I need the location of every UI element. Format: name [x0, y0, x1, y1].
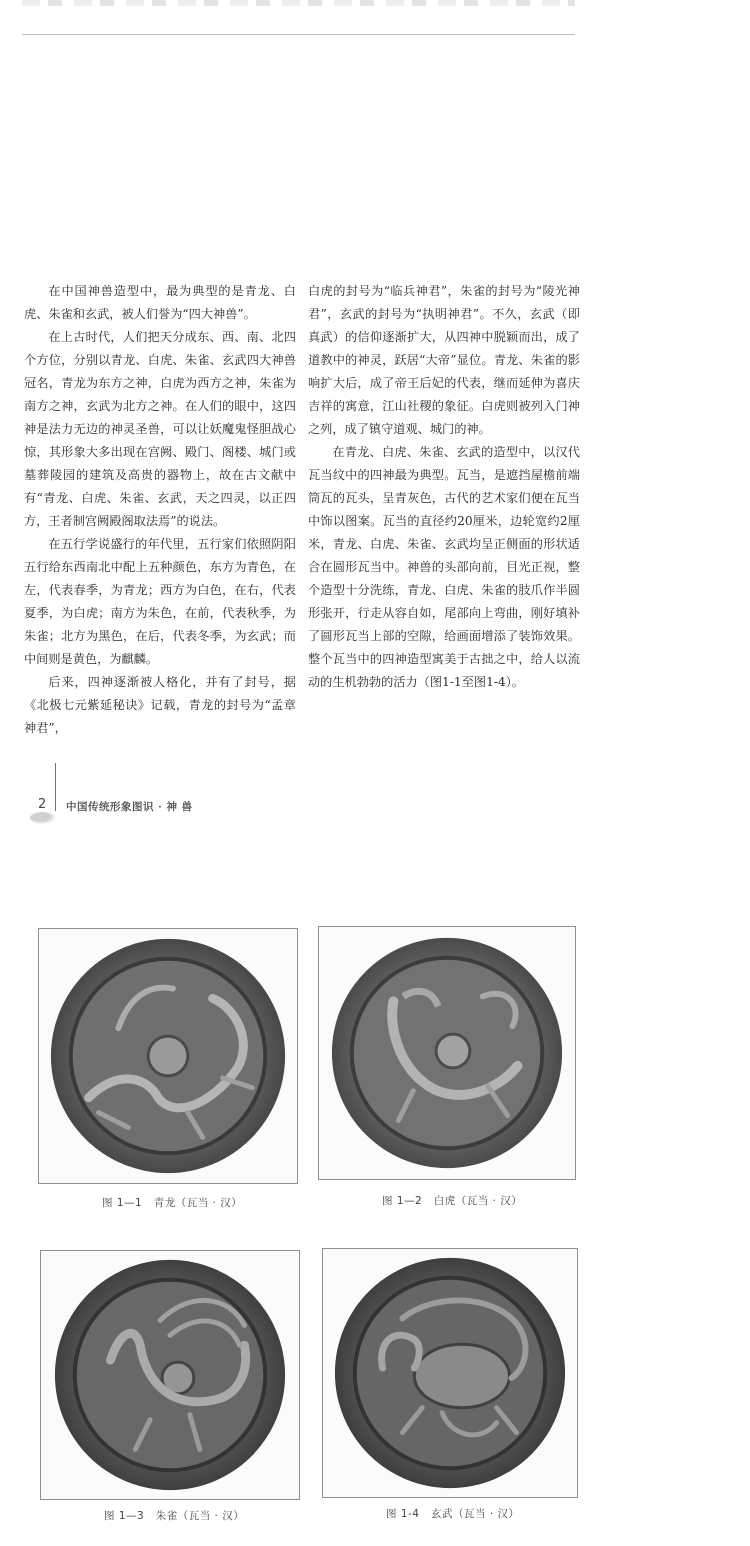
previous-page-edge: [22, 0, 575, 6]
figure-caption: 图 1-4 玄武（瓦当 · 汉）: [386, 1508, 520, 1520]
figure-caption: 图 1—3 朱雀（瓦当 · 汉）: [104, 1510, 245, 1522]
figure-caption: 图 1—1 青龙（瓦当 · 汉）: [102, 1197, 243, 1209]
paragraph: 后来，四神逐渐被人格化，并有了封号，据《北极七元紫延秘诀》记载，青龙的封号为“孟章神君”，: [24, 675, 296, 735]
paragraph: 白虎的封号为“临兵神君”，朱雀的封号为“陵光神君”，玄武的封号为“执明神君”。不久，玄武（即真武）的信仰逐渐扩大，从四神中脱颖而出，成了道教中的神灵，跃居“大帝”显位。青龙、朱雀的影响扩大后，成了帝王后妃的代表，继而延伸为喜庆吉祥的寓意，江山社稷的象征。白虎则被列入门神之列，成了镇守道观、城门的神。: [308, 284, 580, 436]
paragraph: 在中国神兽造型中，最为典型的是青龙、白虎、朱雀和玄武，被人们誉为“四大神兽”。: [24, 284, 296, 321]
turtle-tile-icon: [323, 1249, 577, 1497]
tile-image-dragon: [38, 928, 298, 1184]
cloud-ornament-icon: [30, 812, 56, 824]
tiger-tile-icon: [319, 927, 575, 1179]
header-rule: [22, 34, 575, 35]
paragraph: 在青龙、白虎、朱雀、玄武的造型中，以汉代瓦当纹中的四神最为典型。瓦当，是遮挡屋檐前端筒瓦的瓦头，呈青灰色，古代的艺术家们便在瓦当中饰以图案。瓦当的直径约20厘米，边轮宽约2厘米，青龙、白虎、朱雀、玄武均呈正侧面的形状适合在圆形瓦当中。神兽的头部向前，目光正视，整个造型十分洗练，青龙、白虎、朱雀的肢爪作半圆形张开，行走从容自如，尾部向上弯曲，刚好填补了圆形瓦当上部的空隙，给画面增添了装饰效果。整个瓦当中的四神造型寓美于古拙之中，给人以流动的生机勃勃的活力（图1-1至图1-4）。: [308, 445, 580, 689]
paragraph: 在上古时代，人们把天分成东、西、南、北四个方位，分别以青龙、白虎、朱雀、玄武四大神兽冠名，青龙为东方之神，白虎为西方之神，朱雀为南方之神，玄武为北方之神。在人们的眼中，这四神是法力无边的神灵圣兽，可以让妖魔鬼怪胆战心惊，其形象大多出现在宫阙、殿门、阁楼、城门或墓葬陵园的建筑及高贵的器物上，故在古文献中有“青龙、白虎、朱雀、玄武，天之四灵，以正四方，王者制宫阙殿阁取法焉”的说法。: [24, 330, 296, 528]
tile-image-turtle: [322, 1248, 578, 1498]
tile-image-tiger: [318, 926, 576, 1180]
page-marker-rule: [55, 763, 56, 811]
dragon-tile-icon: [39, 929, 297, 1183]
figure-caption: 图 1—2 白虎（瓦当 · 汉）: [382, 1195, 523, 1207]
page-number: 2: [38, 797, 47, 812]
text-column-left: [24, 280, 296, 740]
paragraph: 在五行学说盛行的年代里，五行家们依照阴阳五行给东西南北中配上五种颜色，东方为青色，在左，代表春季，为青龙；西方为白色，在右，代表夏季，为白虎；南方为朱色，在前，代表秋季，为朱雀；北方为黑色，在后，代表冬季，为玄武；而中间则是黄色，为麒麟。: [24, 537, 296, 666]
tile-image-bird: [40, 1250, 300, 1500]
running-title: 中国传统形象图识 · 神 兽: [66, 801, 193, 813]
text-column-right: [308, 280, 580, 694]
bird-tile-icon: [41, 1251, 299, 1499]
